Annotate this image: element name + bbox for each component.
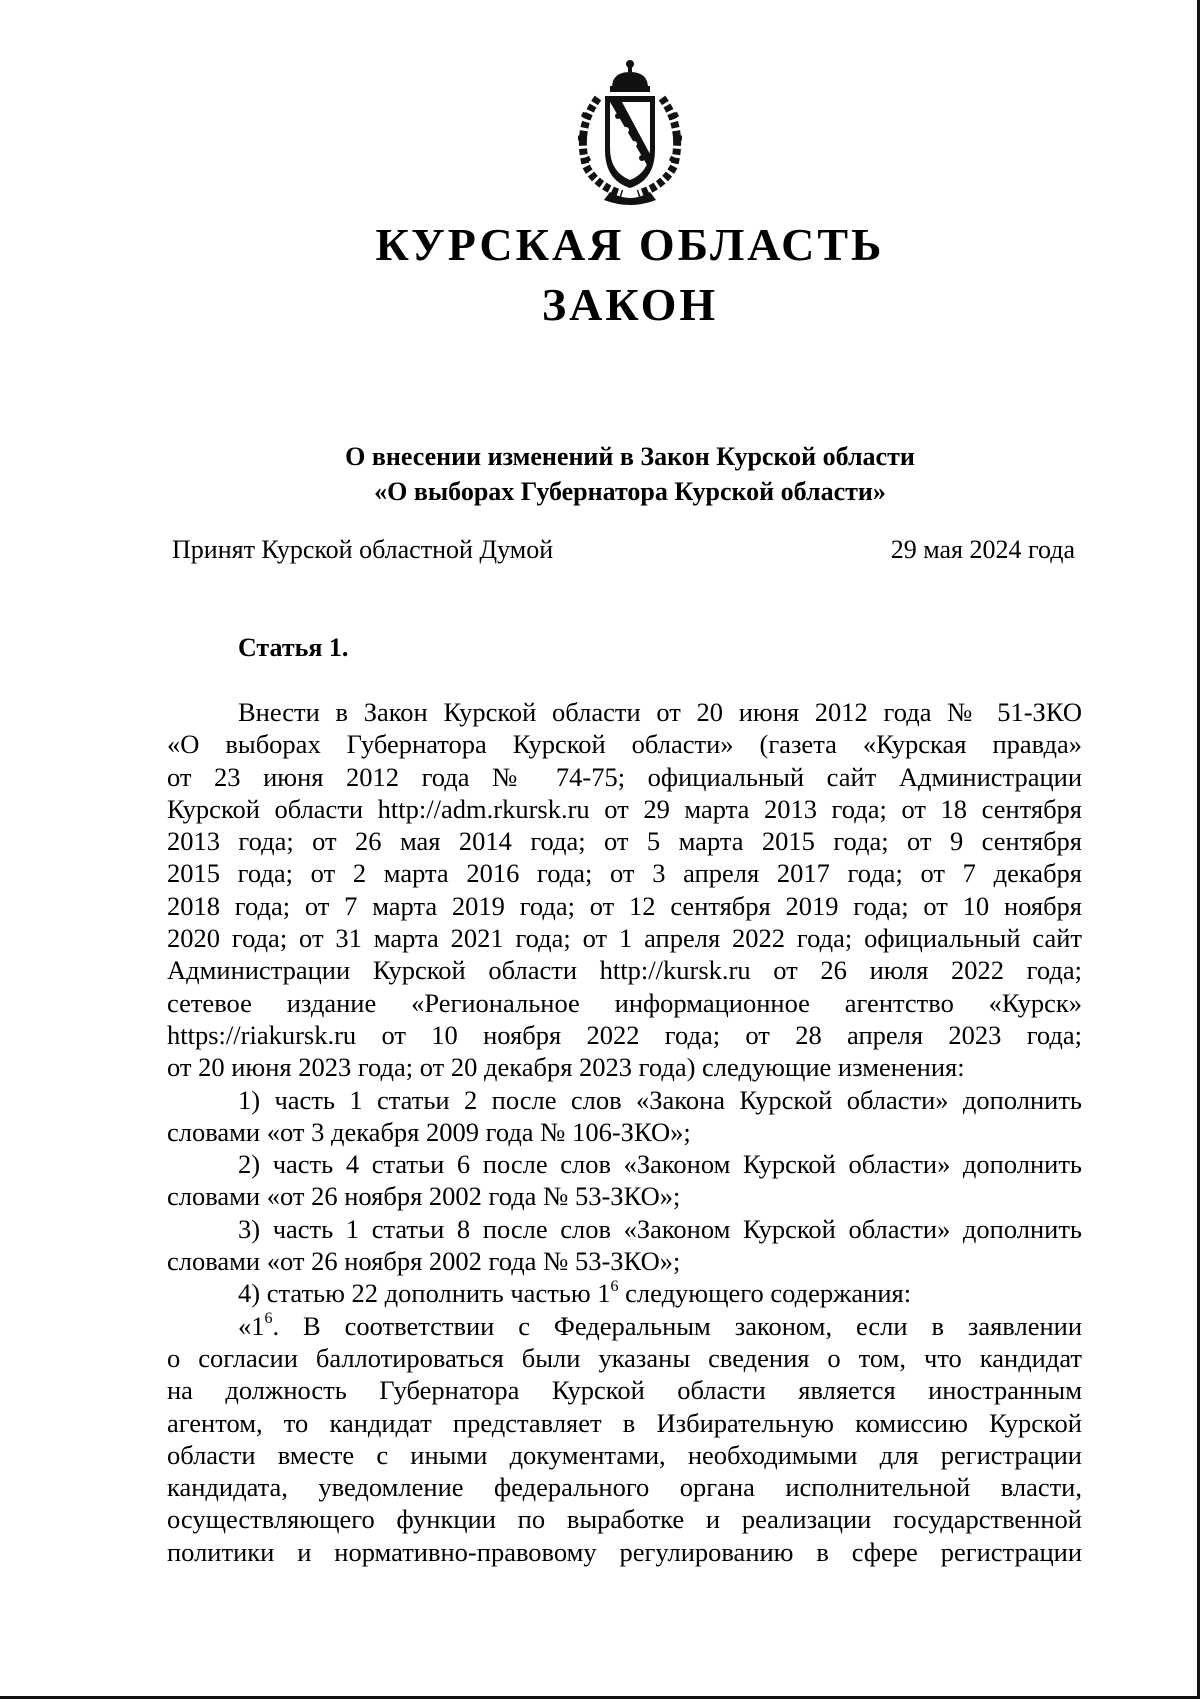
text-line: 2015 года; от 2 марта 2016 года; от 3 апреля 2017 года; от 7 декабря bbox=[167, 858, 1082, 889]
text-line: 1) часть 1 статьи 2 после слов «Закона Курской области» дополнить bbox=[238, 1084, 1082, 1115]
text-line: осуществляющего функции по выработке и реализации государственной bbox=[167, 1504, 1082, 1535]
article-body bbox=[167, 696, 1082, 1568]
law-title-line: О внесении изменений в Закон Курской области bbox=[345, 442, 915, 471]
text-line: кандидата, уведомление федерального органа исполнительной власти, bbox=[167, 1472, 1082, 1503]
text-line: сетевое издание «Региональное информационное агентство «Курск» bbox=[167, 987, 1082, 1018]
text-line: агентом, то кандидат представляет в Избирательную комиссию Курской bbox=[167, 1407, 1082, 1438]
superscript: 6 bbox=[610, 1277, 619, 1295]
text-line bbox=[167, 1277, 1082, 1309]
text-line: https://riakursk.ru от 10 ноября 2022 года; от 28 апреля 2023 года; bbox=[167, 1019, 1082, 1050]
text-line: словами «от 26 ноября 2002 года № 53-ЗКО»; bbox=[167, 1181, 681, 1212]
text-line: 2013 года; от 26 мая 2014 года; от 5 марта 2015 года; от 9 сентября bbox=[167, 826, 1082, 857]
region-title: КУРСКАЯ ОБЛАСТЬ bbox=[375, 219, 885, 270]
text-line: словами «от 3 декабря 2009 года № 106-ЗКО»; bbox=[167, 1116, 691, 1147]
text-line bbox=[167, 1310, 1082, 1342]
text-line: «О выборах Губернатора Курской области» (газета «Курская правда» bbox=[167, 729, 1082, 760]
text-line: политики и нормативно-правовому регулированию в сфере регистрации bbox=[167, 1536, 1082, 1567]
text-fragment: «1 bbox=[238, 1310, 265, 1341]
superscript: 6 bbox=[264, 1309, 273, 1327]
text-line: 2) часть 4 статьи 6 после слов «Законом Курской области» дополнить bbox=[238, 1149, 1082, 1180]
text-fragment: 4) статью 22 дополнить частью 1 bbox=[238, 1278, 611, 1309]
text-line: Администрации Курской области http://kursk.ru от 26 июля 2022 года; bbox=[167, 955, 1082, 986]
article-heading: Статья 1. bbox=[238, 633, 349, 662]
text-line: от 20 июня 2023 года; от 20 декабря 2023 года) следующие изменения: bbox=[167, 1052, 965, 1083]
text-line: Курской области http://adm.rkursk.ru от 29 марта 2013 года; от 18 сентября bbox=[167, 793, 1082, 824]
adoption-date: 29 мая 2024 года bbox=[890, 535, 1075, 564]
text-line: области вместе с иными документами, необходимыми для регистрации bbox=[167, 1439, 1082, 1470]
kursk-coat-of-arms-icon bbox=[560, 58, 700, 208]
text-line: от 23 июня 2012 года № 74-75; официальный сайт Администрации bbox=[167, 761, 1082, 792]
document-type: ЗАКОН bbox=[541, 279, 719, 330]
text-line: 2018 года; от 7 марта 2019 года; от 12 сентября 2019 года; от 10 ноября bbox=[167, 890, 1082, 921]
text-fragment: следующего содержания: bbox=[618, 1278, 912, 1309]
text-line: 2020 года; от 31 марта 2021 года; от 1 апреля 2022 года; официальный сайт bbox=[167, 923, 1082, 954]
text-line: о согласии баллотироваться были указаны сведения о том, что кандидат bbox=[167, 1342, 1082, 1373]
text-line: 3) часть 1 статьи 8 после слов «Законом Курской области» дополнить bbox=[238, 1213, 1082, 1244]
text-line: на должность Губернатора Курской области является иностранным bbox=[167, 1375, 1082, 1406]
law-title-line: «О выборах Губернатора Курской области» bbox=[374, 477, 886, 506]
text-fragment: . В соответствии с Федеральным законом, если в заявлении bbox=[272, 1310, 1082, 1341]
text-line: Внести в Закон Курской области от 20 июня 2012 года № 51-ЗКО bbox=[238, 697, 1082, 727]
text-line: словами «от 26 ноября 2002 года № 53-ЗКО»; bbox=[167, 1246, 681, 1277]
adopted-by: Принят Курской областной Думой bbox=[172, 535, 554, 564]
